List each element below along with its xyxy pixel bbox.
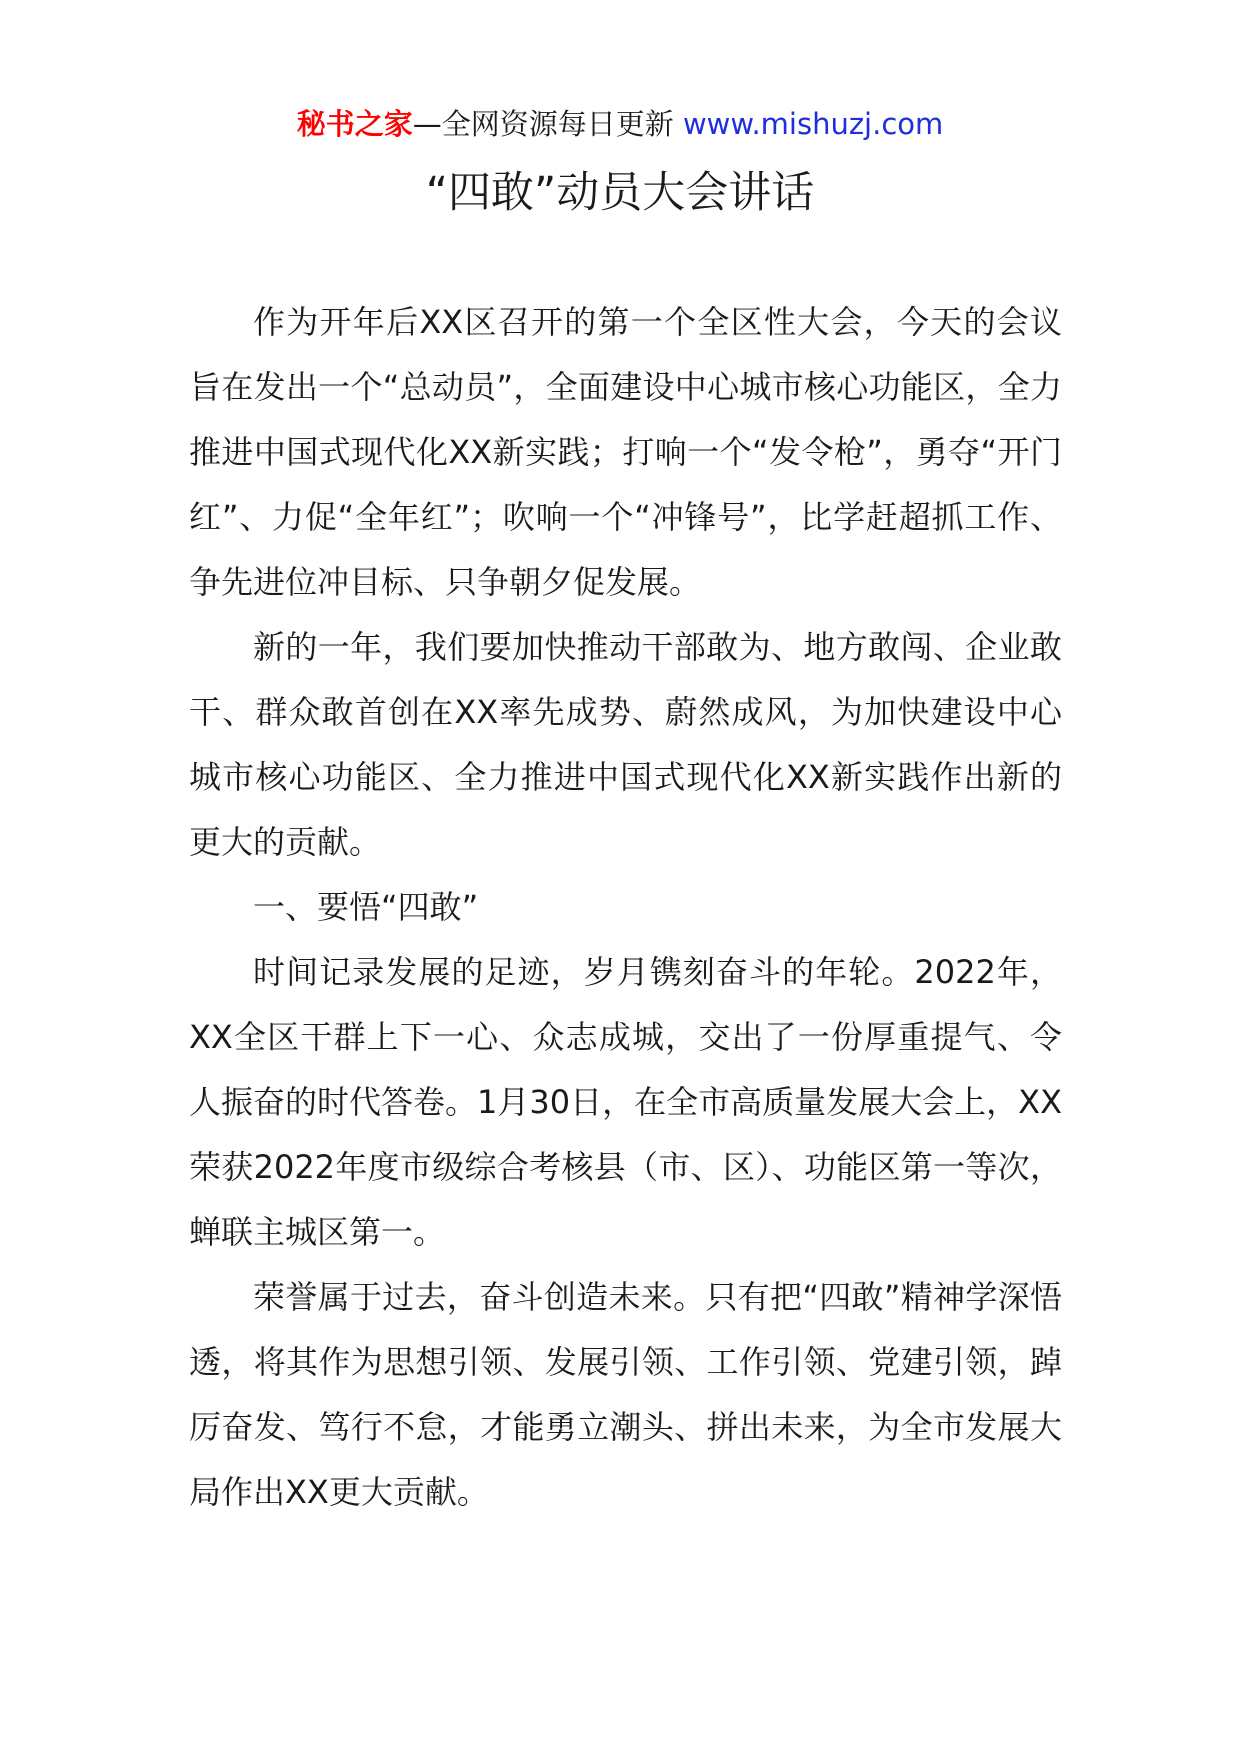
site-url-link[interactable]: www.mishuzj.com — [682, 107, 944, 141]
paragraph: 作为开年后XX区召开的第一个全区性大会，今天的会议旨在发出一个“总动员”，全面建设中心城市核心功能区，全力推进中国式现代化XX新实践；打响一个“发令枪”，勇夺“开门红”、力促“全年红”；吹响一个“冲锋号”，比学赶超抓工作、争先进位冲目标、只争朝夕促发展。 — [189, 303, 1062, 601]
document-body — [189, 290, 1062, 1525]
paragraph: 荣誉属于过去，奋斗创造未来。只有把“四敢”精神学深悟透，将其作为思想引领、发展引领、工作引领、党建引领，踔厉奋发、笃行不怠，才能勇立潮头、拼出未来，为全市发展大局作出XX更大贡献。 — [189, 1278, 1062, 1511]
paragraph: 新的一年，我们要加快推动干部敢为、地方敢闯、企业敢干、群众敢首创在XX率先成势、蔚然成风，为加快建设中心城市核心功能区、全力推进中国式现代化XX新实践作出新的更大的贡献。 — [189, 628, 1062, 861]
brand-name: 秘书之家 — [296, 107, 413, 141]
paragraph: 时间记录发展的足迹，岁月镌刻奋斗的年轮。2022年，XX全区干群上下一心、众志成城，交出了一份厚重提气、令人振奋的时代答卷。1月30日，在全市高质量发展大会上，XX荣获2022年度市级综合考核县（市、区）、功能区第一等次，蝉联主城区第一。 — [189, 953, 1062, 1251]
document-title: “四敢”动员大会讲话 — [425, 168, 815, 218]
header-tagline: —全网资源每日更新 — [412, 107, 683, 141]
site-header — [0, 104, 1240, 144]
section-heading: 一、要悟“四敢” — [253, 888, 479, 926]
